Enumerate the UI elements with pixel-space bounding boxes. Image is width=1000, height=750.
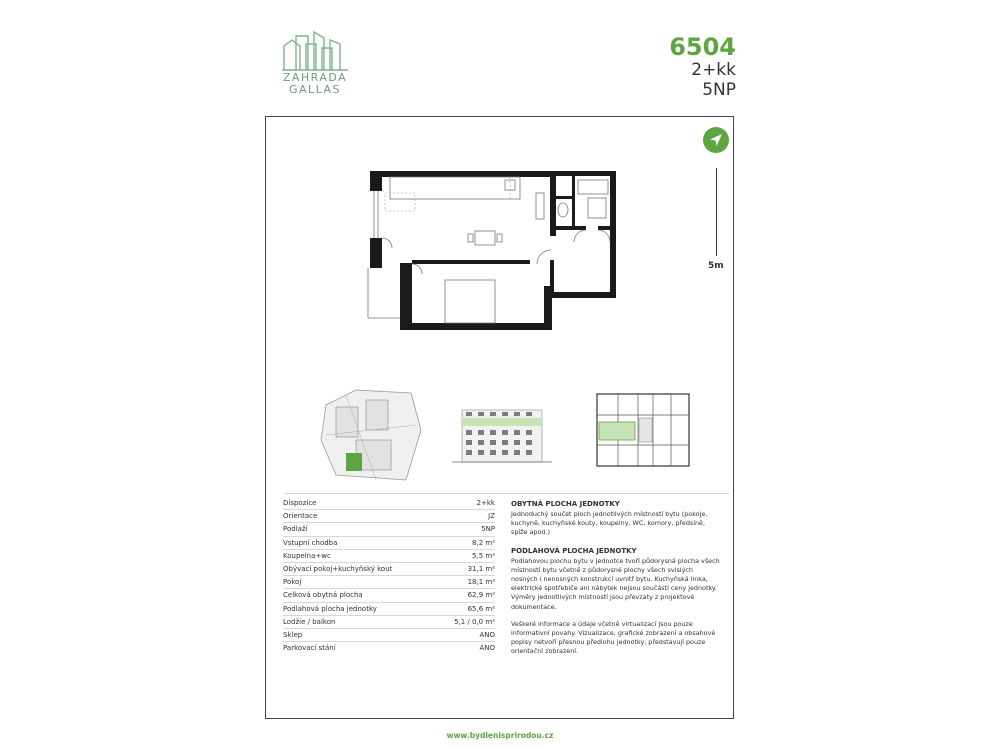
spec-value: 8,2 m² [472,538,495,547]
spec-value: 31,1 m² [467,564,495,573]
spec-row [283,537,495,550]
spec-value: 65,6 m² [467,604,495,613]
spec-label: Parkovací stání [283,644,336,653]
spec-row [283,603,495,616]
spec-value: ANO [479,644,495,653]
spec-value: JZ [488,512,495,521]
living-area-title: OBYTNÁ PLOCHA JEDNOTKY [511,500,620,508]
navigation-arrow-icon [703,127,729,153]
spec-value: 5,5 m² [472,551,495,560]
spec-row [283,550,495,563]
floor-area-title: PODLAHOVÁ PLOCHA JEDNOTKY [511,546,637,555]
spec-label: Podlahová plocha jednotky [283,604,377,613]
north-arrow [703,127,729,153]
spec-row [283,563,495,576]
footer-url-link[interactable]: www.bydlenisprirodou.cz [446,731,554,740]
spec-label: Podlaží [283,525,308,534]
spec-label: Obývací pokoj+kuchyňský kout [283,564,393,573]
spec-row [283,589,495,602]
spec-row [283,497,495,510]
spec-row [283,642,495,654]
section-divider [285,493,729,494]
unit-floor: 5NP [702,80,736,100]
skyline-logo-icon [282,30,348,72]
spec-value: 5,1 / 0,0 m² [454,617,495,626]
brand-name-line2: GALLAS [288,83,342,96]
scale-bar [702,168,732,278]
area-descriptions [511,499,721,665]
spec-value: 62,9 m² [467,591,495,600]
spec-label: Vstupní chodba [283,538,338,547]
unit-number: 6504 [669,33,736,61]
floor-area-text: Podlahovou plochu bytu v jednotce tvoří půdorysná plocha všech místností bytu včetně z půdorysné plochy všech svislých nosných i nenosných konstrukcí uvnitř bytu. Kuchyňská linka, elektrické spotřebiče ani nábytek nejsou součástí ceny jednotky. Výměry jednotlivých místností jsou převzaty z projektové dokumentace. [511,556,720,611]
spec-row [283,510,495,523]
scale-label: 5m [708,261,724,271]
spec-value: 5NP [481,525,495,534]
spec-row [283,629,495,642]
spec-value: ANO [479,630,495,639]
living-area-text: Jednoduchý součet ploch jednotlivých místností bytu (pokoje, kuchyně, kuchyňské kouty, koupelny, WC, komory, předsíně, spíže apod.) [511,510,708,537]
floor-plan [360,168,625,338]
unit-layout: 2+kk [691,60,736,80]
spec-label: Koupelna+wc [283,551,331,560]
disclaimer-text: Veškeré informace a údaje včetně virtualizací jsou pouze informativní povahy. Vizualizace, grafické zobrazení a obsahové popisy netvoří přesnou předlohu jednotky, představují pouze orientační zobrazení. [511,619,716,656]
spec-value: 2+kk [476,499,495,507]
spec-row [283,576,495,589]
spec-label: Orientace [283,512,318,521]
specs-table [283,497,495,654]
scale-line [716,168,717,256]
brand-name-line1: ZAHRADA [282,71,348,84]
spec-label: Lodžie / balkon [283,617,336,626]
brand-logo [270,30,360,100]
unit-header [669,34,736,100]
spec-label: Dispozice [283,499,317,507]
spec-label: Celková obytná plocha [283,591,363,600]
spec-row [283,523,495,536]
spec-label: Pokoj [283,578,302,587]
spec-value: 18,1 m² [467,578,495,587]
floor-layout-thumbnail [593,390,693,470]
spec-row [283,616,495,629]
building-elevation-thumbnail [452,400,552,465]
site-plan-thumbnail [316,385,426,485]
spec-label: Sklep [283,630,303,639]
